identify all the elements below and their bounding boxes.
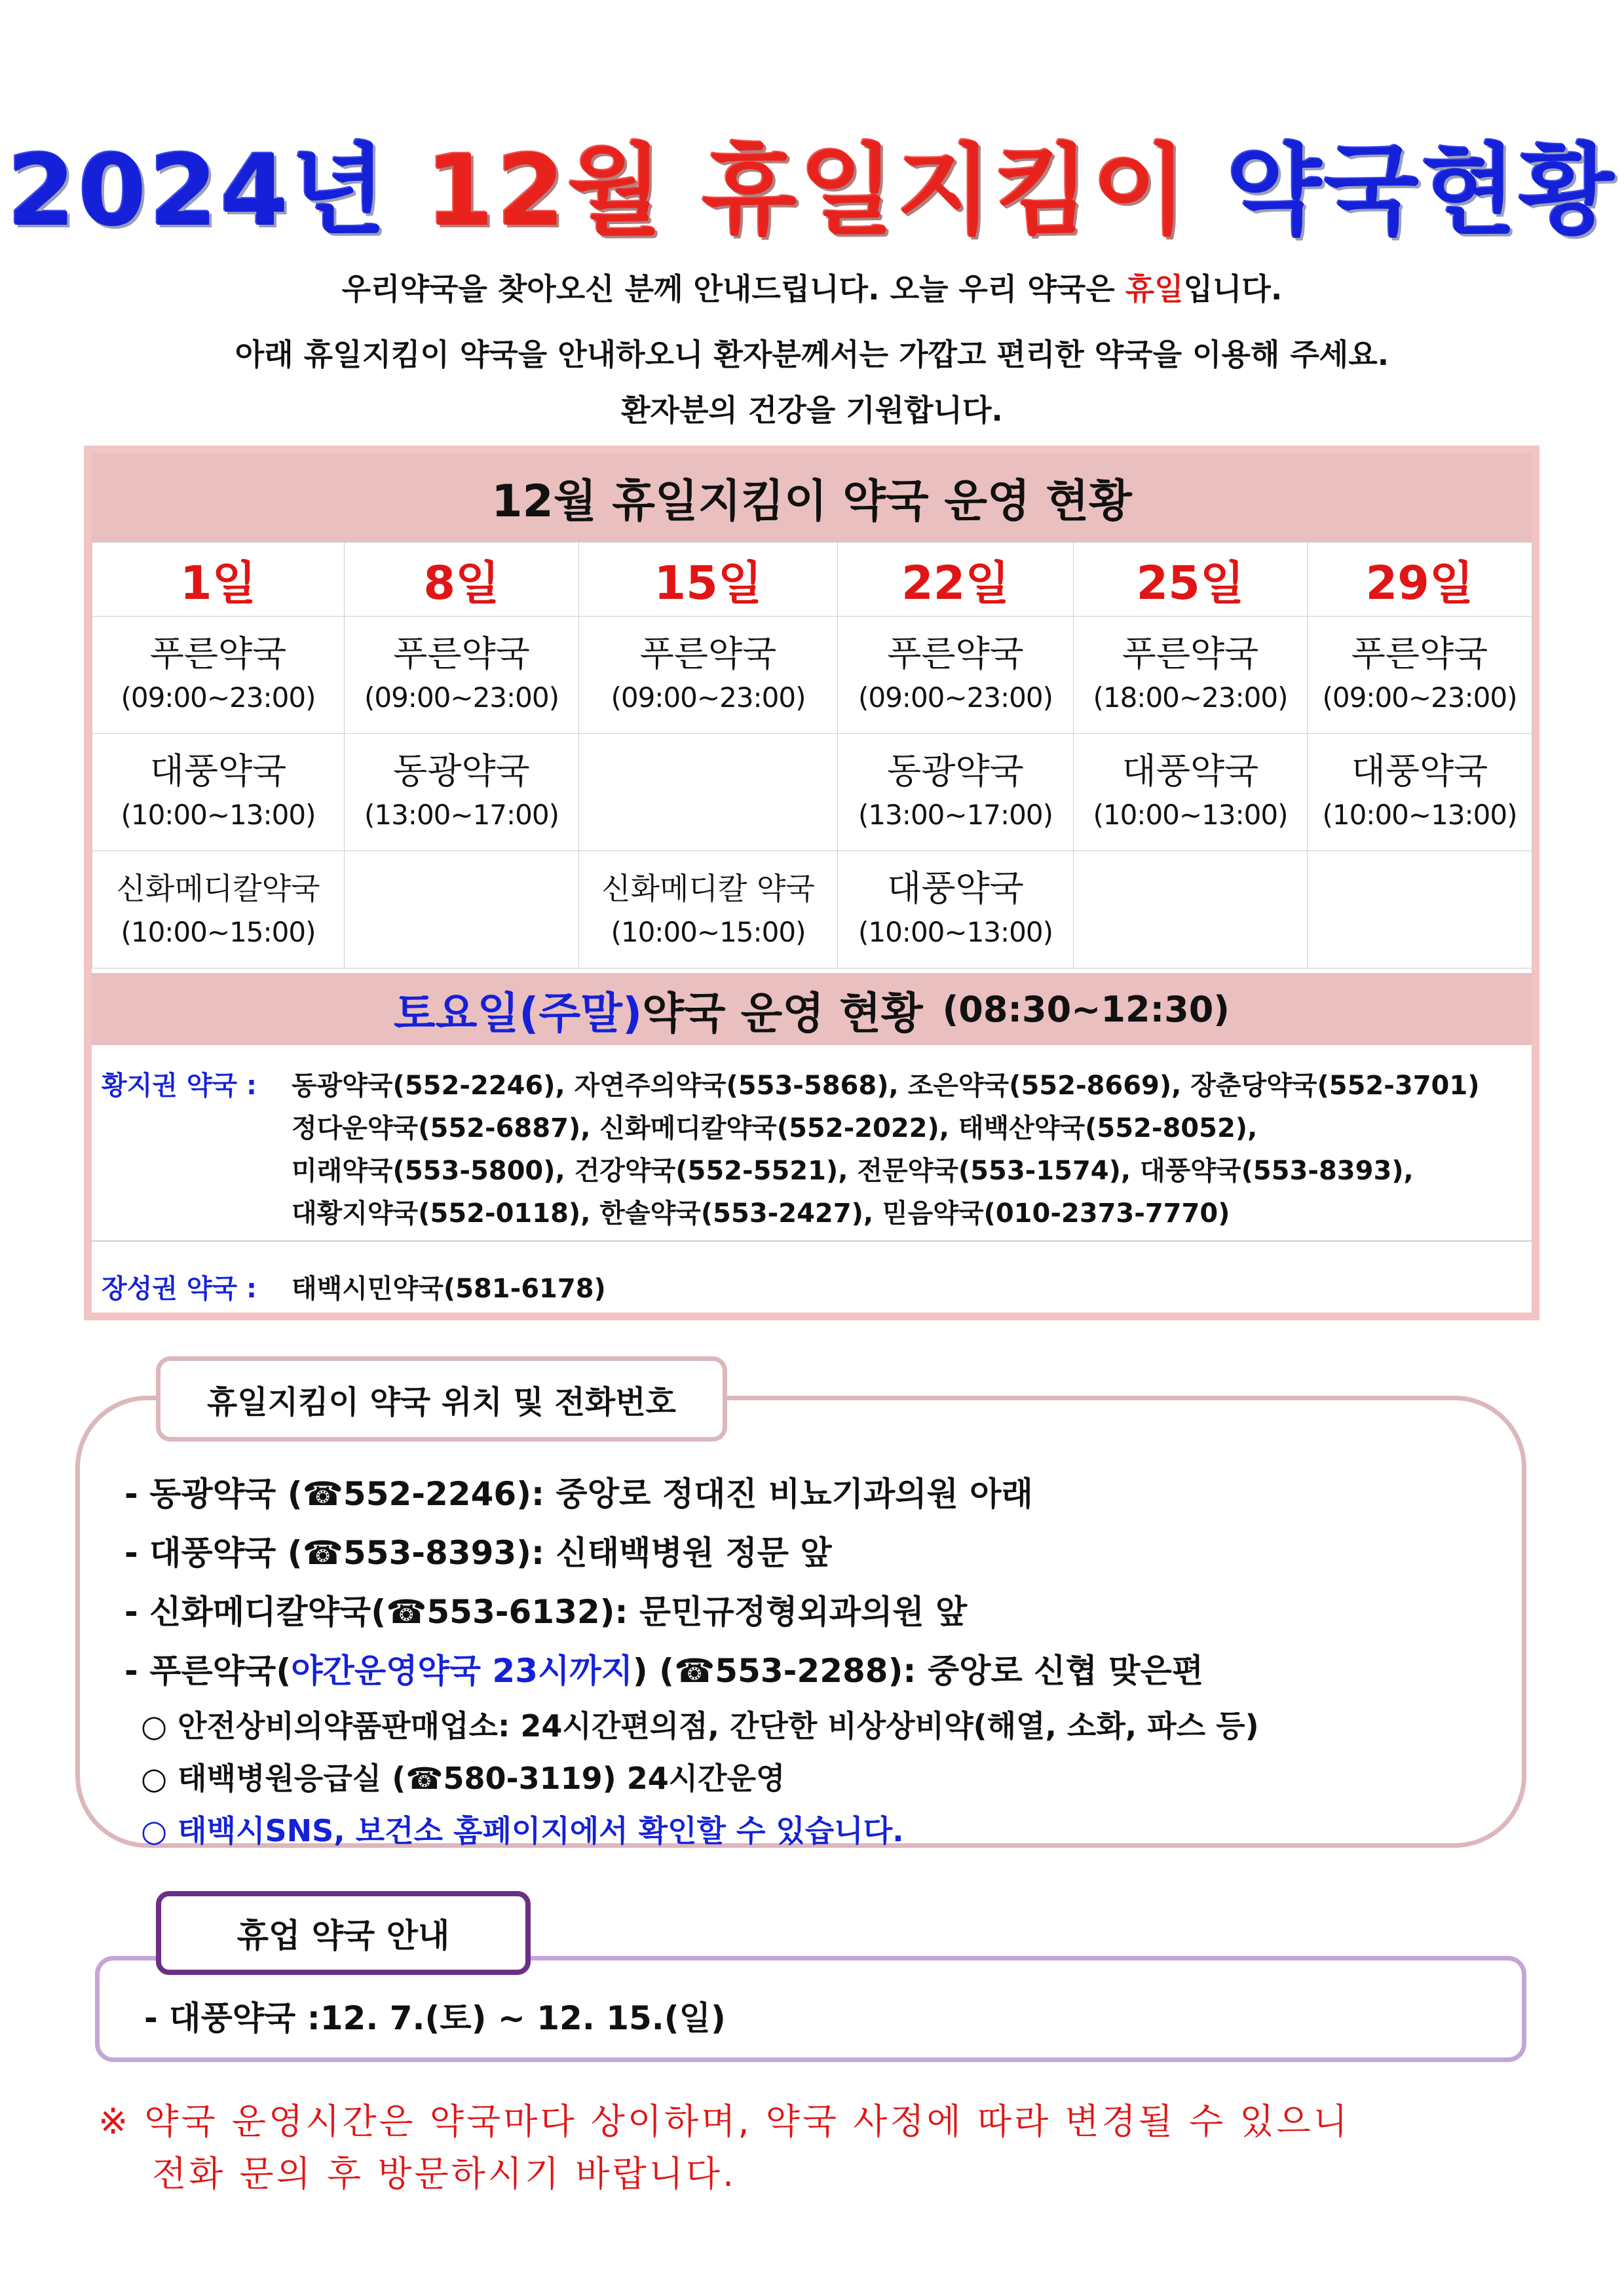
table-cell <box>92 851 345 968</box>
saturday-header-text: 약국 운영 현황 <box>642 987 923 1039</box>
hwangji-region-label: 황지권 약국 : <box>102 1071 257 1101</box>
pharmacy-hours: (13:00~17:00) <box>858 799 1053 831</box>
pharmacy-name: 신화메디칼 약국 <box>601 871 815 906</box>
location-item: - 동광약국 (☎552-2246): 중앙로 정대진 비뇨기과의원 아래 <box>124 1475 1033 1513</box>
table-cell <box>345 734 579 851</box>
schedule-row-2 <box>92 734 1532 851</box>
pharmacy-name: 동광약국 <box>887 750 1024 792</box>
location-sub-item: ○ 태백병원응급실 (☎580-3119) 24시간운영 <box>141 1761 785 1796</box>
pharmacy-hours: (09:00~23:00) <box>121 681 316 714</box>
day-29: 29일 <box>1308 543 1532 617</box>
day-8: 8일 <box>345 543 579 617</box>
title-holiday: 휴일지킴이 <box>702 134 1190 248</box>
table-cell-empty <box>345 851 579 968</box>
hwangji-list-line: 대황지약국(552-0118), 한솔약국(553-2427), 믿음약국(010-2373-7770) <box>292 1198 1230 1229</box>
day-22: 22일 <box>838 543 1074 617</box>
table-cell <box>1074 734 1308 851</box>
table-cell <box>92 617 345 734</box>
table-cell <box>579 851 838 968</box>
pharmacy-hours: (10:00~15:00) <box>611 916 806 948</box>
day-15: 15일 <box>579 543 838 617</box>
day-1: 1일 <box>92 543 345 617</box>
pharmacy-name: 푸른약국 <box>149 633 287 674</box>
pharmacy-hours: (09:00~23:00) <box>611 681 806 714</box>
table-cell <box>579 617 838 734</box>
pharmacy-name: 푸른약국 <box>887 633 1024 674</box>
title-year: 2024년 <box>7 134 389 248</box>
table-cell <box>1308 734 1532 851</box>
pharmacy-name: 대풍약국 <box>1351 750 1488 792</box>
title-month: 12월 <box>425 134 666 248</box>
night-hours-highlight: 야간운영약국 23시까지 <box>291 1652 633 1690</box>
location-item-text-end: ) (☎553-2288): 중앙로 신협 맞은편 <box>632 1652 1204 1690</box>
pharmacy-hours: (18:00~23:00) <box>1093 681 1288 714</box>
table-cell <box>92 734 345 851</box>
schedule-header: 12월 휴일지킴이 약국 운영 현황 <box>92 453 1532 542</box>
table-cell <box>1308 617 1532 734</box>
notice-line-1: ※ 약국 운영시간은 약국마다 상이하며, 약국 사정에 따라 변경될 수 있으니 <box>98 2101 1350 2142</box>
location-sub-item-info: ○ 태백시SNS, 보건소 홈페이지에서 확인할 수 있습니다. <box>141 1813 904 1848</box>
saturday-header <box>92 973 1532 1045</box>
table-cell-empty <box>1074 851 1308 968</box>
table-cell <box>345 617 579 734</box>
pharmacy-name: 동광약국 <box>393 750 530 792</box>
hwangji-list-line: 정다운약국(552-6887), 신화메디칼약국(552-2022), 태백산약국(552-8052), <box>292 1113 1258 1143</box>
intro-holiday-highlight: 휴일 <box>1125 271 1184 307</box>
table-cell <box>838 617 1074 734</box>
location-sub-item: ○ 안전상비의약품판매업소: 24시간편의점, 간단한 비상상비약(해열, 소화, 파스 등) <box>141 1708 1259 1744</box>
location-tab-title: 휴일지킴이 약국 위치 및 전화번호 <box>156 1356 727 1442</box>
divider <box>92 1240 1532 1242</box>
saturday-hours: (08:30~12:30) <box>942 988 1230 1030</box>
pharmacy-hours: (10:00~15:00) <box>121 916 316 948</box>
table-cell-empty <box>1308 851 1532 968</box>
table-cell-empty <box>579 734 838 851</box>
pharmacy-hours: (10:00~13:00) <box>121 799 316 831</box>
pharmacy-name: 푸른약국 <box>639 633 777 674</box>
pharmacy-hours: (10:00~13:00) <box>1093 799 1288 831</box>
pharmacy-name: 푸른약국 <box>1351 633 1488 674</box>
pharmacy-name: 푸른약국 <box>1122 633 1259 674</box>
intro-text: 우리약국을 찾아오신 분께 안내드립니다. 오늘 우리 약국은 <box>341 271 1125 307</box>
table-cell <box>1074 617 1308 734</box>
schedule-row-1 <box>92 617 1532 734</box>
intro-text-end: 입니다. <box>1183 271 1283 307</box>
pharmacy-name: 대풍약국 <box>149 750 287 792</box>
jangseong-region-label: 장성권 약국 : <box>102 1274 257 1304</box>
table-cell <box>838 851 1074 968</box>
closure-item: - 대풍약국 :12. 7.(토) ~ 12. 15.(일) <box>144 1999 726 2037</box>
pharmacy-name: 신화메디칼약국 <box>116 871 320 906</box>
closure-tab-title: 휴업 약국 안내 <box>156 1891 531 1975</box>
table-cell <box>838 734 1074 851</box>
schedule-table <box>92 542 1532 968</box>
title-status: 약국현황 <box>1226 134 1617 248</box>
schedule-day-row <box>92 543 1532 617</box>
hwangji-list-line: 동광약국(552-2246), 자연주의약국(553-5868), 조은약국(552-8669), 장춘당약국(552-3701) <box>292 1071 1480 1101</box>
day-25: 25일 <box>1074 543 1308 617</box>
pharmacy-hours: (13:00~17:00) <box>364 799 559 831</box>
intro-line-3: 환자분의 건강을 기원합니다. <box>621 392 1003 428</box>
notice-line-2: 전화 문의 후 방문하시기 바랍니다. <box>152 2153 737 2194</box>
pharmacy-hours: (09:00~23:00) <box>858 681 1053 714</box>
location-item-night <box>124 1645 1203 1692</box>
intro-line-2: 아래 휴일지킴이 약국을 안내하오니 환자분께서는 가깝고 편리한 약국을 이용해 주세요. <box>235 337 1389 372</box>
pharmacy-hours: (09:00~23:00) <box>1322 681 1517 714</box>
jangseong-list: 태백시민약국(581-6178) <box>292 1274 606 1304</box>
pharmacy-hours: (10:00~13:00) <box>858 916 1053 948</box>
location-item-text: - 푸른약국( <box>124 1652 292 1690</box>
page-title <box>0 111 1624 253</box>
saturday-label: 토요일(주말) <box>394 987 643 1039</box>
location-item: - 신화메디칼약국(☎553-6132): 문민규정형외과의원 앞 <box>124 1593 968 1631</box>
pharmacy-name: 대풍약국 <box>1122 750 1259 792</box>
schedule-row-3 <box>92 851 1532 968</box>
hwangji-list-line: 미래약국(553-5800), 건강약국(552-5521), 전문약국(553-1574), 대풍약국(553-8393), <box>292 1156 1414 1186</box>
location-item: - 대풍약국 (☎553-8393): 신태백병원 정문 앞 <box>124 1534 832 1572</box>
pharmacy-hours: (09:00~23:00) <box>364 681 559 714</box>
intro-line-1 <box>0 265 1624 309</box>
pharmacy-hours: (10:00~13:00) <box>1322 799 1517 831</box>
pharmacy-name: 푸른약국 <box>393 633 530 674</box>
pharmacy-name: 대풍약국 <box>887 868 1024 909</box>
